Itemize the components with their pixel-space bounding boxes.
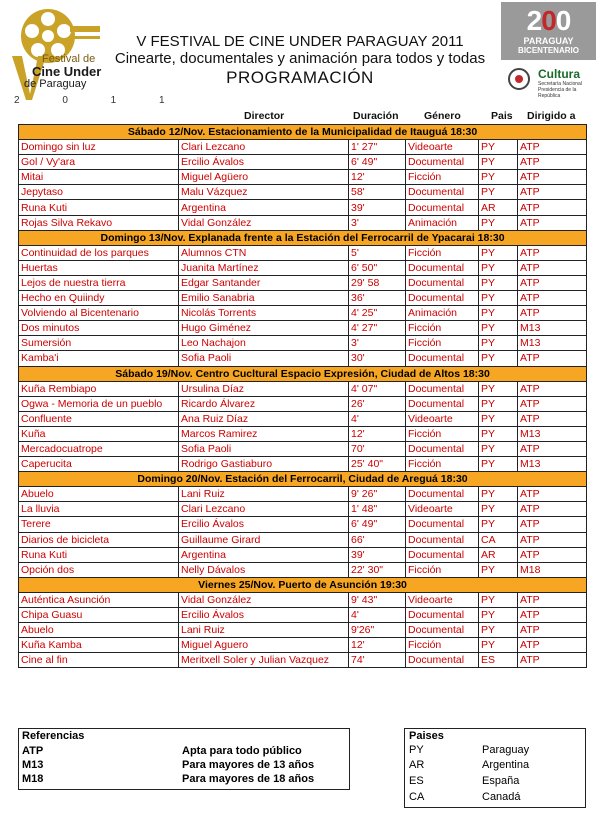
table-row — [19, 532, 587, 547]
film-director: Lani Ruiz — [179, 487, 349, 502]
column-header-pais: Pais — [491, 110, 513, 122]
section-title: Sábado 12/Nov. Estacionamiento de la Municipalidad de Itauguá 18:30 — [19, 125, 587, 140]
film-genre: Ficción — [406, 245, 479, 260]
film-rating: ATP — [518, 140, 587, 155]
table-row — [19, 321, 587, 336]
film-duration: 9' 43" — [349, 592, 406, 607]
logo-line3: de Paraguay — [24, 78, 87, 90]
film-genre: Ficción — [406, 562, 479, 577]
pais-code: ES — [409, 775, 424, 787]
film-director: Leo Nachajon — [179, 336, 349, 351]
film-title: Runa Kuti — [19, 547, 179, 562]
bicentenario-logo — [501, 2, 596, 60]
film-director: Vidal González — [179, 215, 349, 230]
film-title: Huertas — [19, 260, 179, 275]
film-genre: Animación — [406, 215, 479, 230]
film-duration: 25' 40" — [349, 457, 406, 472]
film-duration: 39' — [349, 547, 406, 562]
table-row — [19, 200, 587, 215]
table-row — [19, 562, 587, 577]
film-country: PY — [479, 140, 518, 155]
table-row — [19, 426, 587, 441]
table-row — [19, 291, 587, 306]
film-duration: 4' 07" — [349, 381, 406, 396]
referencia-code: M13 — [22, 759, 44, 771]
table-row — [19, 517, 587, 532]
film-country: ES — [479, 653, 518, 668]
table-row — [19, 185, 587, 200]
film-genre: Ficción — [406, 336, 479, 351]
film-duration: 6' 50" — [349, 260, 406, 275]
film-title: Terere — [19, 517, 179, 532]
film-title: Kuña Rembiapo — [19, 381, 179, 396]
film-duration: 36' — [349, 291, 406, 306]
film-title: Opción dos — [19, 562, 179, 577]
film-title: Diarios de bicicleta — [19, 532, 179, 547]
paises-title: Paises — [409, 730, 444, 742]
film-country: PY — [479, 592, 518, 607]
film-title: Runa Kuti — [19, 200, 179, 215]
pais-name: Canadá — [482, 791, 521, 803]
table-row — [19, 245, 587, 260]
column-header-dirigido: Dirigido a — [527, 110, 576, 122]
film-title: Abuelo — [19, 623, 179, 638]
film-genre: Documental — [406, 351, 479, 366]
pais-name: Argentina — [482, 759, 530, 771]
referencia-row — [22, 759, 342, 773]
referencia-desc: Para mayores de 18 años — [182, 773, 315, 785]
section-title: Viernes 25/Nov. Puerto de Asunción 19:30 — [19, 577, 587, 592]
film-duration: 12' — [349, 426, 406, 441]
table-row — [19, 502, 587, 517]
section-header-row — [19, 577, 587, 592]
bicentenario-number: 200 — [526, 5, 571, 36]
film-director: Ricardo Álvarez — [179, 396, 349, 411]
film-rating: ATP — [518, 517, 587, 532]
pais-row — [409, 759, 579, 775]
film-country: PY — [479, 275, 518, 290]
film-director: Emilio Sanabria — [179, 291, 349, 306]
film-director: Miguel Aguero — [179, 638, 349, 653]
film-title: Auténtica Asunción — [19, 592, 179, 607]
film-rating: ATP — [518, 411, 587, 426]
film-title: Caperucita — [19, 457, 179, 472]
program-table-body — [19, 125, 587, 668]
film-country: PY — [479, 608, 518, 623]
logo-line2: Cine Under — [32, 64, 102, 79]
pais-name: Paraguay — [482, 744, 530, 756]
film-country: PY — [479, 306, 518, 321]
film-director: Ercilio Ávalos — [179, 517, 349, 532]
referencia-row — [22, 773, 342, 787]
national-seal-icon — [508, 68, 530, 90]
film-rating: M18 — [518, 562, 587, 577]
film-title: Kamba'i — [19, 351, 179, 366]
film-genre: Videoarte — [406, 411, 479, 426]
film-genre: Documental — [406, 487, 479, 502]
table-row — [19, 396, 587, 411]
film-rating: ATP — [518, 351, 587, 366]
film-duration: 22' 30" — [349, 562, 406, 577]
film-title: Volviendo al Bicentenario — [19, 306, 179, 321]
table-row — [19, 155, 587, 170]
section-title: Sábado 19/Nov. Centro Cucltural Espacio Expresión, Ciudad de Altos 18:30 — [19, 366, 587, 381]
film-duration: 5' — [349, 245, 406, 260]
film-duration: 12' — [349, 170, 406, 185]
film-title: Chipa Guasu — [19, 608, 179, 623]
logo-wordmark — [22, 54, 102, 90]
cultura-subtitle: Secretaría Nacional Presidencia de la República — [538, 81, 582, 99]
referencias-box — [18, 728, 350, 790]
cultura-logo — [502, 64, 596, 99]
film-duration: 3' — [349, 215, 406, 230]
film-rating: M13 — [518, 426, 587, 441]
film-genre: Documental — [406, 155, 479, 170]
film-genre: Documental — [406, 275, 479, 290]
film-director: Vidal González — [179, 592, 349, 607]
film-genre: Videoarte — [406, 502, 479, 517]
film-genre: Documental — [406, 260, 479, 275]
film-genre: Ficción — [406, 426, 479, 441]
film-director: Malu Vázquez — [179, 185, 349, 200]
table-row — [19, 441, 587, 456]
film-title: Domingo sin luz — [19, 140, 179, 155]
page-header — [100, 33, 500, 88]
film-rating: M13 — [518, 321, 587, 336]
film-director: Nicolás Torrents — [179, 306, 349, 321]
film-duration: 39' — [349, 200, 406, 215]
film-country: PY — [479, 426, 518, 441]
film-title: Kuña — [19, 426, 179, 441]
film-country: PY — [479, 411, 518, 426]
film-country: PY — [479, 321, 518, 336]
table-row — [19, 306, 587, 321]
table-row — [19, 336, 587, 351]
section-title: Domingo 20/Nov. Estación del Ferrocarril, Ciudad de Areguá 18:30 — [19, 472, 587, 487]
film-rating: ATP — [518, 275, 587, 290]
film-country: PY — [479, 170, 518, 185]
table-row — [19, 275, 587, 290]
logo-line1: Festival de — [42, 53, 96, 65]
film-country: PY — [479, 457, 518, 472]
table-row — [19, 381, 587, 396]
paises-box — [404, 728, 586, 808]
table-row — [19, 411, 587, 426]
column-header-director: Director — [244, 110, 285, 122]
logo-year: 2 0 1 1 — [14, 95, 185, 106]
pais-row — [409, 775, 579, 791]
film-duration: 4' 27" — [349, 321, 406, 336]
referencia-desc: Apta para todo público — [182, 745, 302, 757]
film-title: Mitai — [19, 170, 179, 185]
film-director: Clari Lezcano — [179, 502, 349, 517]
film-director: Clari Lezcano — [179, 140, 349, 155]
film-director: Argentina — [179, 547, 349, 562]
table-row — [19, 638, 587, 653]
film-genre: Documental — [406, 608, 479, 623]
pais-code: PY — [409, 744, 424, 756]
film-director: Ercilio Ávalos — [179, 155, 349, 170]
film-country: PY — [479, 623, 518, 638]
pais-name: España — [482, 775, 520, 787]
section-header-row — [19, 366, 587, 381]
film-director: Miguel Agüero — [179, 170, 349, 185]
film-country: PY — [479, 185, 518, 200]
film-rating: ATP — [518, 306, 587, 321]
referencia-row — [22, 745, 342, 759]
film-genre: Documental — [406, 532, 479, 547]
film-rating: M13 — [518, 457, 587, 472]
film-title: Rojas Silva Rekavo — [19, 215, 179, 230]
film-country: PY — [479, 396, 518, 411]
film-duration: 58' — [349, 185, 406, 200]
film-director: Edgar Santander — [179, 275, 349, 290]
film-country: PY — [479, 441, 518, 456]
film-duration: 1' 48" — [349, 502, 406, 517]
film-rating: ATP — [518, 502, 587, 517]
film-director: Juanita Martínez — [179, 260, 349, 275]
film-rating: ATP — [518, 381, 587, 396]
bicentenario-line1: PARAGUAY — [523, 36, 574, 46]
bicentenario-line2: BICENTENARIO — [518, 46, 579, 55]
film-genre: Ficción — [406, 638, 479, 653]
film-title: Cine al fin — [19, 653, 179, 668]
film-duration: 1' 27" — [349, 140, 406, 155]
referencias-title: Referencias — [22, 730, 85, 742]
film-director: Hugo Giménez — [179, 321, 349, 336]
film-country: AR — [479, 547, 518, 562]
programacion-heading: PROGRAMACIÓN — [226, 68, 374, 87]
film-genre: Documental — [406, 441, 479, 456]
referencia-desc: Para mayores de 13 años — [182, 759, 315, 771]
film-genre: Documental — [406, 185, 479, 200]
film-genre: Ficción — [406, 321, 479, 336]
film-rating: ATP — [518, 215, 587, 230]
film-rating: ATP — [518, 592, 587, 607]
film-title: Dos minutos — [19, 321, 179, 336]
film-genre: Ficción — [406, 457, 479, 472]
pais-code: AR — [409, 759, 425, 771]
film-genre: Documental — [406, 381, 479, 396]
table-row — [19, 623, 587, 638]
film-duration: 26' — [349, 396, 406, 411]
film-country: PY — [479, 336, 518, 351]
table-row — [19, 140, 587, 155]
section-header-row — [19, 125, 587, 140]
film-rating: M13 — [518, 336, 587, 351]
program-table — [18, 124, 587, 668]
film-rating: ATP — [518, 155, 587, 170]
page-title: V FESTIVAL DE CINE UNDER PARAGUAY 2011 — [136, 33, 464, 50]
film-rating: ATP — [518, 260, 587, 275]
table-row — [19, 547, 587, 562]
table-row — [19, 170, 587, 185]
film-rating: ATP — [518, 608, 587, 623]
film-title: Ogwa - Memoria de un pueblo — [19, 396, 179, 411]
film-country: PY — [479, 487, 518, 502]
film-country: PY — [479, 638, 518, 653]
column-header-genero: Género — [424, 110, 461, 122]
film-duration: 4' — [349, 411, 406, 426]
film-country: PY — [479, 215, 518, 230]
film-country: PY — [479, 502, 518, 517]
film-country: PY — [479, 381, 518, 396]
film-rating: ATP — [518, 532, 587, 547]
film-director: Argentina — [179, 200, 349, 215]
table-row — [19, 608, 587, 623]
table-row — [19, 487, 587, 502]
film-title: Continuidad de los parques — [19, 245, 179, 260]
film-rating: ATP — [518, 638, 587, 653]
film-director: Ercilio Ávalos — [179, 608, 349, 623]
film-rating: ATP — [518, 200, 587, 215]
film-duration: 30' — [349, 351, 406, 366]
film-country: PY — [479, 562, 518, 577]
film-genre: Documental — [406, 200, 479, 215]
film-title: Lejos de nuestra tierra — [19, 275, 179, 290]
film-rating: ATP — [518, 487, 587, 502]
film-duration: 4' — [349, 608, 406, 623]
film-country: PY — [479, 260, 518, 275]
film-duration: 70' — [349, 441, 406, 456]
page-subtitle: Cinearte, documentales y animación para todos y todas — [114, 50, 486, 67]
table-row — [19, 215, 587, 230]
film-duration: 74' — [349, 653, 406, 668]
film-rating: ATP — [518, 245, 587, 260]
film-country: PY — [479, 155, 518, 170]
table-row — [19, 653, 587, 668]
film-rating: ATP — [518, 623, 587, 638]
film-country: PY — [479, 291, 518, 306]
cultura-name: Cultura — [538, 67, 580, 81]
column-header-duracion: Duración — [353, 110, 399, 122]
film-country: PY — [479, 351, 518, 366]
film-genre: Documental — [406, 396, 479, 411]
film-director: Guillaume Girard — [179, 532, 349, 547]
film-director: Alumnos CTN — [179, 245, 349, 260]
film-duration: 6' 49" — [349, 517, 406, 532]
film-country: PY — [479, 245, 518, 260]
film-title: Kuña Kamba — [19, 638, 179, 653]
film-genre: Documental — [406, 623, 479, 638]
section-title: Domingo 13/Nov. Explanada frente a la Estación del Ferrocarril de Ypacarai 18:30 — [19, 230, 587, 245]
film-title: Hecho en Quiindy — [19, 291, 179, 306]
table-row — [19, 351, 587, 366]
table-row — [19, 592, 587, 607]
film-genre: Documental — [406, 547, 479, 562]
film-director: Meritxell Soler y Julian Vazquez — [179, 653, 349, 668]
film-rating: ATP — [518, 396, 587, 411]
film-title: Mercadocuatrope — [19, 441, 179, 456]
film-genre: Videoarte — [406, 140, 479, 155]
pais-row — [409, 791, 579, 807]
film-director: Sofia Paoli — [179, 441, 349, 456]
film-title: Confluente — [19, 411, 179, 426]
film-director: Ana Ruiz Díaz — [179, 411, 349, 426]
film-rating: ATP — [518, 653, 587, 668]
table-row — [19, 260, 587, 275]
film-director: Rodrigo Gastiaburo — [179, 457, 349, 472]
film-country: PY — [479, 517, 518, 532]
film-duration: 9' 26" — [349, 487, 406, 502]
film-duration: 6' 49" — [349, 155, 406, 170]
referencia-code: ATP — [22, 745, 44, 757]
film-duration: 9'26" — [349, 623, 406, 638]
film-duration: 4' 25" — [349, 306, 406, 321]
film-rating: ATP — [518, 170, 587, 185]
pais-code: CA — [409, 791, 425, 803]
section-header-row — [19, 230, 587, 245]
film-title: Sumersión — [19, 336, 179, 351]
film-director: Ursulina Díaz — [179, 381, 349, 396]
film-title: La lluvia — [19, 502, 179, 517]
film-director: Nelly Dávalos — [179, 562, 349, 577]
film-genre: Documental — [406, 291, 479, 306]
referencia-code: M18 — [22, 773, 44, 785]
film-title: Abuelo — [19, 487, 179, 502]
film-country: AR — [479, 200, 518, 215]
film-genre: Documental — [406, 517, 479, 532]
film-rating: ATP — [518, 547, 587, 562]
film-genre: Ficción — [406, 170, 479, 185]
section-header-row — [19, 472, 587, 487]
film-rating: ATP — [518, 441, 587, 456]
film-country: CA — [479, 532, 518, 547]
table-row — [19, 457, 587, 472]
pais-row — [409, 744, 579, 760]
film-title: Jepytaso — [19, 185, 179, 200]
film-genre: Documental — [406, 653, 479, 668]
film-director: Sofia Paoli — [179, 351, 349, 366]
film-duration: 12' — [349, 638, 406, 653]
film-genre: Animación — [406, 306, 479, 321]
film-rating: ATP — [518, 185, 587, 200]
film-director: Lani Ruiz — [179, 623, 349, 638]
film-duration: 29' 58 — [349, 275, 406, 290]
film-director: Marcos Ramirez — [179, 426, 349, 441]
film-rating: ATP — [518, 291, 587, 306]
film-genre: Videoarte — [406, 592, 479, 607]
film-title: Gol / Vy'ara — [19, 155, 179, 170]
film-duration: 3' — [349, 336, 406, 351]
film-duration: 66' — [349, 532, 406, 547]
